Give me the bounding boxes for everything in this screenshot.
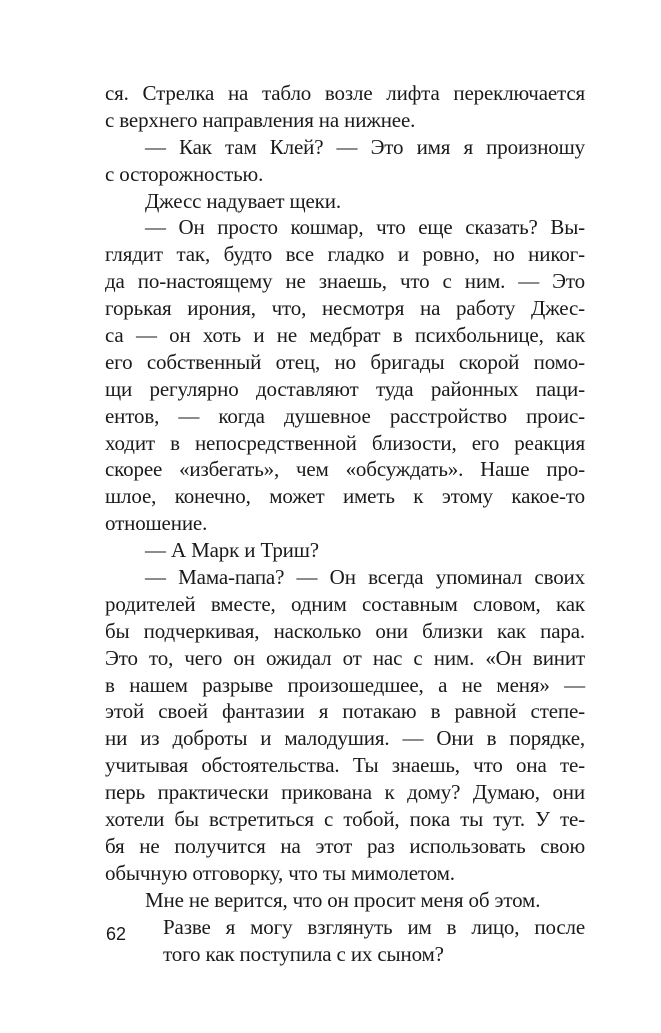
- page-number: 62: [106, 924, 127, 944]
- text-line: перь практически прикована к дому? Думаю, они: [105, 780, 585, 805]
- text-line: бя не получится на этот раз использовать свою: [105, 833, 585, 858]
- text-line: учитывая обстоятельства. Ты знаешь, что она те-: [105, 753, 585, 778]
- text-line: — А Марк и Триш?: [145, 538, 319, 563]
- text-line: ходит в непосредственной близости, его реакция: [105, 430, 585, 455]
- text-line: ентов, — когда душевное расстройство проис-: [105, 403, 585, 428]
- text-line: да по-настоящему не знаешь, что с ним. — Это: [105, 269, 585, 294]
- text-line: в нашем разрыве произошедшее, а не меня» —: [105, 672, 585, 697]
- text-line: щи регулярно доставляют туда районных паци-: [105, 376, 585, 401]
- text-line: с верхнего направления на нижнее.: [105, 107, 416, 132]
- text-line: Мне не верится, что он просит меня об этом.: [145, 887, 541, 912]
- text-line: скорее «избегать», чем «обсуждать». Наше про-: [105, 457, 585, 482]
- text-line: обычную отговорку, что ты мимолетом.: [105, 860, 455, 885]
- text-line: шлое, конечно, может иметь к этому какое-то: [105, 484, 585, 509]
- text-line: ся. Стрелка на табло возле лифта переключается: [105, 81, 585, 105]
- text-line: его собственный отец, но бригады скорой помо-: [105, 349, 585, 374]
- text-line: родителей вместе, одним составным словом, как: [105, 591, 585, 616]
- text-line: с осторожностью.: [105, 161, 264, 186]
- text-line: ни из доброты и малодушия. — Они в порядке,: [105, 726, 585, 751]
- text-line: Джесс надувает щеки.: [145, 188, 341, 213]
- text-line: хотели бы встретиться с тобой, пока ты тут. У те-: [105, 807, 585, 832]
- text-line: — Мама-папа? — Он всегда упоминал своих: [145, 565, 585, 590]
- text-line: са — он хоть и не медбрат в психбольнице, как: [105, 323, 585, 348]
- text-line: Разве я могу взглянуть им в лицо, после: [163, 914, 585, 939]
- text-line: — Он просто кошмар, что еще сказать? Вы-: [145, 215, 585, 240]
- text-line: бы подчеркивая, насколько они близки как пара.: [105, 618, 585, 643]
- text-line: — Как там Клей? — Это имя я произношу: [145, 134, 585, 159]
- text-line: горькая ирония, что, несмотря на работу Джес-: [105, 296, 585, 321]
- text-line: Это то, чего он ожидал от нас с ним. «Он винит: [105, 645, 585, 670]
- text-line: глядит так, будто все гладко и ровно, но никог-: [105, 242, 585, 267]
- text-line: того как поступила с их сыном?: [163, 941, 444, 966]
- text-line: отношение.: [105, 511, 208, 536]
- text-line: этой своей фантазии я потакаю в равной степе-: [105, 699, 585, 724]
- page-text-block: [105, 80, 585, 967]
